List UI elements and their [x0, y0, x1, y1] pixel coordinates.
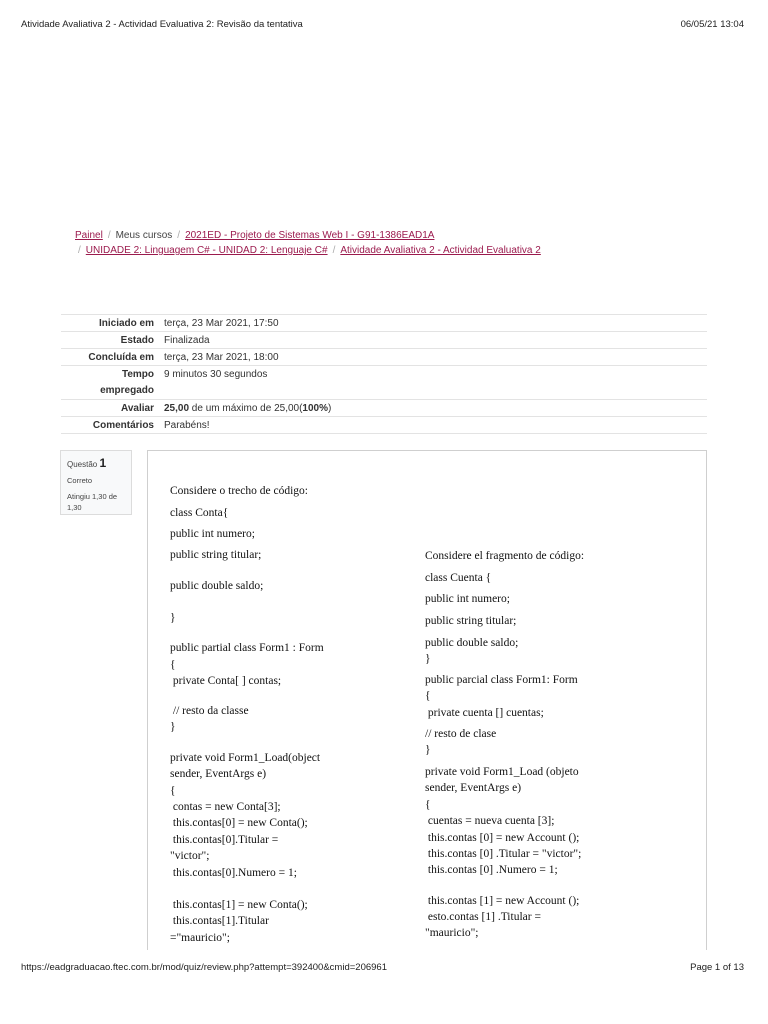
summary-value: 9 minutos 30 segundos [164, 369, 268, 380]
code-line: public string titular; [425, 615, 517, 627]
print-page-title: Atividade Avaliativa 2 - Actividad Evaluativa 2: Revisão da tentativa [21, 19, 303, 30]
code-line: contas = new Conta[3]; [170, 801, 281, 813]
code-column-spanish [425, 451, 705, 950]
print-datetime: 06/05/21 13:04 [680, 19, 744, 30]
grade-percent: 100% [302, 403, 328, 414]
attempt-summary-table [61, 314, 707, 434]
code-line: this.contas[0] = new Conta(); [170, 817, 308, 829]
breadcrumb-painel-link[interactable]: Painel [75, 230, 103, 241]
code-line: public parcial class Form1: Form [425, 674, 578, 686]
summary-row-time-taken [61, 366, 707, 400]
summary-row-started [61, 315, 707, 332]
code-line: public int numero; [170, 528, 255, 540]
summary-label [61, 366, 158, 399]
summary-label: Avaliar [121, 403, 154, 414]
breadcrumb [75, 228, 715, 258]
code-line: Considere el fragmento de código: [425, 550, 585, 562]
code-line: this.contas [0] .Titular = "victor"; [425, 848, 582, 860]
summary-value: terça, 23 Mar 2021, 17:50 [164, 318, 279, 329]
summary-label: Estado [120, 335, 154, 346]
breadcrumb-activity-link[interactable]: Atividade Avaliativa 2 - Actividad Evaluativa 2 [340, 245, 541, 256]
code-line: public string titular; [170, 549, 262, 561]
grade-close: ) [328, 403, 332, 414]
code-line: this.contas [0] = new Account (); [425, 832, 580, 844]
code-line: public int numero; [425, 593, 510, 605]
code-line: } [170, 612, 176, 624]
print-page-number: Page 1 of 13 [690, 962, 744, 973]
summary-row-comments [61, 417, 707, 434]
summary-value: Parabéns! [164, 420, 210, 431]
code-line: class Cuenta { [425, 572, 492, 584]
question-state: Correto [67, 476, 93, 485]
code-line: "victor"; [170, 850, 210, 862]
summary-value [158, 400, 707, 416]
question-content [147, 450, 707, 950]
summary-label-line1: Tempo [121, 369, 154, 380]
code-line: private void Form1_Load(object [170, 752, 321, 764]
breadcrumb-course-link[interactable]: 2021ED - Projeto de Sistemas Web I - G91-1386EAD1A [185, 230, 435, 241]
code-line: public double saldo; [170, 580, 264, 592]
code-line: public partial class Form1 : Form [170, 642, 324, 654]
breadcrumb-separator: / [332, 245, 336, 256]
code-line: sender, EventArgs e) [425, 782, 522, 794]
code-line: public double saldo; [425, 637, 519, 649]
code-line: // resto de clase [425, 728, 497, 740]
code-line: this.contas[1] = new Conta(); [170, 899, 308, 911]
code-line: Considere o trecho de código: [170, 485, 308, 497]
breadcrumb-separator: / [107, 230, 111, 241]
summary-row-grade [61, 400, 707, 417]
code-line: private void Form1_Load (objeto [425, 766, 579, 778]
code-line: cuentas = nueva cuenta [3]; [425, 815, 555, 827]
code-line: sender, EventArgs e) [170, 768, 267, 780]
code-line: // resto da classe [170, 705, 249, 717]
summary-value: Finalizada [164, 335, 210, 346]
code-line: class Conta{ [170, 507, 229, 519]
code-line: this.contas [0] .Numero = 1; [425, 864, 558, 876]
code-line: { [170, 659, 176, 671]
summary-row-completed [61, 349, 707, 366]
summary-row-state [61, 332, 707, 349]
summary-label: Concluída em [88, 352, 154, 363]
grade-max: de um máximo de 25,00( [189, 403, 303, 414]
code-line: this.contas [1] = new Account (); [425, 895, 580, 907]
code-line: } [170, 721, 176, 733]
print-header [21, 19, 744, 33]
code-line: esto.contas [1] .Titular = [425, 911, 541, 923]
question-label: Questão [67, 460, 98, 469]
question-number-value: 1 [99, 456, 107, 470]
print-url: https://eadgraduacao.ftec.com.br/mod/quiz/review.php?attempt=392400&cmid=206961 [21, 962, 387, 973]
summary-label: Comentários [92, 420, 154, 431]
summary-label-line2: empregado [100, 385, 154, 396]
code-line: private Conta[ ] contas; [170, 675, 282, 687]
code-line: { [425, 799, 431, 811]
summary-value: terça, 23 Mar 2021, 18:00 [164, 352, 279, 363]
code-line: "mauricio"; [425, 927, 479, 939]
question-number [67, 456, 125, 470]
grade-score: 25,00 [164, 403, 190, 414]
code-line: private cuenta [] cuentas; [425, 707, 544, 719]
code-line: this.contas[0].Titular = [170, 834, 279, 846]
code-line: this.contas[1].Titular [170, 915, 269, 927]
code-line: ="mauricio"; [170, 932, 230, 944]
breadcrumb-meus-cursos: Meus cursos [115, 230, 173, 241]
code-column-portuguese [170, 451, 420, 950]
code-line: this.contas[0].Numero = 1; [170, 867, 297, 879]
code-line: } [425, 653, 431, 665]
code-line: { [425, 690, 431, 702]
code-line: { [170, 785, 176, 797]
question-grade: Atingiu 1,30 de 1,30 [67, 492, 118, 512]
code-line: } [425, 744, 431, 756]
breadcrumb-separator: / [177, 230, 181, 241]
summary-label: Iniciado em [98, 318, 154, 329]
breadcrumb-separator: / [78, 245, 81, 256]
question-info-box [60, 450, 132, 515]
breadcrumb-unit-link[interactable]: UNIDADE 2: Linguagem C# - UNIDAD 2: Lenguaje C# [85, 245, 328, 256]
